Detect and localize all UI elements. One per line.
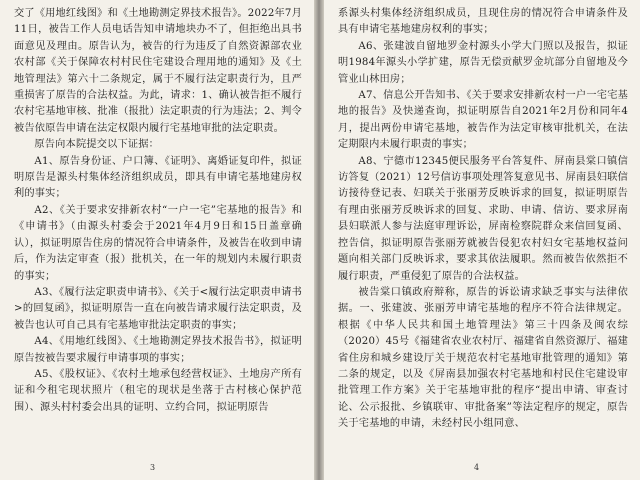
- right-paragraph-0: 系源头村集体经济组织成员，且现住房的情况符合申请条件及具有申请宅基地建房权利的事实；: [338, 8, 628, 36]
- left-paragraph-4: A3、《履行法定职责申请书》、《关于<履行法定职责申请书>的回复函》，拟证明原告一直在向被告请求履行法定职责，及被告也认可自己具有宅基地审批法定职责的事实；: [14, 286, 302, 331]
- left-paragraph-0: 交了《用地红线图》和《土地勘测定界技术报告》。2022年7月11日，被告工作人员电话告知申请地块办不了，但拒绝出具书面意见及理由。原告认为，被告的行为违反了自然资源部农业农村部《关于保障农村村民住宅建设合理用地的通知》及《土地管理法》第六十二条规定，属于不履行法定职责行为，且严重损害了原告的合法权益。为此，请求：1、确认被告拒不履行农村宅基地审核、批准（报批）法定职责的行为违法；2、判令被告依原告申请在法定权限内履行宅基地审批的法定职责。: [14, 8, 302, 134]
- left-paragraph-3: A2、《关于要求安排新农村“一户一宅”宅基地的报告》和《申请书》（由源头村委会于2021年4月9日和15日盖章确认），拟证明原告住房的情况符合申请条件，及被告在收到申请后，作为法定审查（报）批机关，在一年的规划内未履行职责的事实；: [14, 204, 302, 282]
- left-paragraph-2: A1、原告身份证、户口簿、《证明》、离婚证复印件，拟证明原告是源头村集体经济组织成员，即具有申请宅基地建房权利的事实；: [14, 155, 302, 200]
- right-paragraph-3: A8、宁德市12345便民服务平台答复件、屏南县棠口镇信访答复（2021）12号信访事项处理答复意见书、屏南县妇联信访接待登记表、妇联关于张丽芳反映诉求的回复，拟证明原告有理由张丽芳反映诉求的回复、求助、申请、信访、要求屏南县妇联派人参与法庭审理诉讼，屏南检察院群众来信回复函、控告信，拟证明原告张丽芳就被告侵犯农村妇女宅基地权益问题向相关部门反映诉求，要求其依法履职。然而被告依然拒不履行职责，严重侵犯了原告的合法权益。: [338, 155, 628, 282]
- left-paragraph-1: 原告向本院提交以下证据：: [34, 139, 160, 151]
- right-paragraph-4: 被告棠口镇政府辩称，原告的诉讼请求缺乏事实与法律依据。一、张建波、张丽芳申请宅基地的程序不符合法律规定。根据《中华人民共和国土地管理法》第三十四条及闽农综（2020）45号《福建省农业农村厅、福建省自然资源厅、福建省住房和城乡建设厅关于规范农村宅基地审批管理的通知》第二条的规定，以及《屏南县加强农村宅基地和村民住宅建设审批管理工作方案》关于宅基地审批的程序“提出申请、审查讨论、公示报批、乡镇联审、审批备案”等法定程序的规定，原告关于宅基地的申请，未经村民小组同意、: [338, 286, 628, 430]
- right-page: [324, 0, 640, 480]
- left-page: [0, 0, 314, 480]
- left-paragraph-5: A4、《用地红线图》、《土地勘测定界技术报告书》，拟证明原告按被告要求履行申请事项的事实；: [14, 336, 302, 364]
- right-page-number: 4: [474, 463, 480, 472]
- right-paragraph-1: A6、张建波自留地罗金村源头小学大门照以及报告，拟证明1984年源头小学扩建，原告无偿贡献罗金坑部分自留地及今管业山林田房；: [338, 40, 628, 85]
- right-paragraph-2: A7、信息公开告知书、《关于要求安排新农村一户一宅宅基地的报告》及快递查询，拟证明原告自2021年2月份和同年4月，提出两份申请宅基地，被告作为法定审核审批机关，在法定期限内未履行职责的事实；: [338, 90, 628, 151]
- left-paragraph-6: A5、《股权证》、《农村土地承包经营权证》、土地房产所有证和今租宅现状照片（租宅的现状是坐落于古村核心保护范围）、源头村村委会出具的证明、立约合同，拟证明原告: [14, 368, 302, 413]
- left-page-number: 3: [150, 463, 156, 472]
- book-gutter: [314, 0, 324, 480]
